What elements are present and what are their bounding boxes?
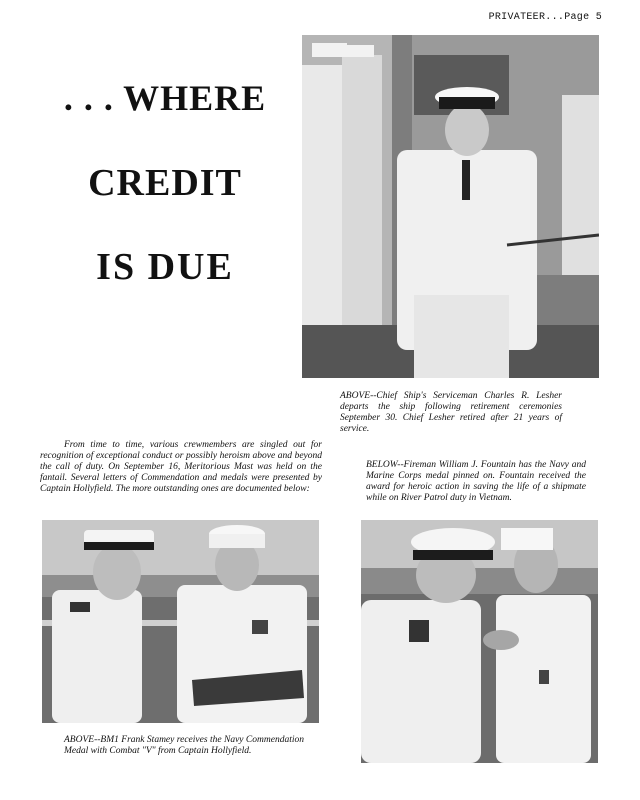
- caption-bottom-left: ABOVE--BM1 Frank Stamey receives the Navy Commendation Medal with Combat "V" from Captain Hollyfield.: [64, 735, 304, 756]
- page-header: PRIVATEER...Page 5: [488, 12, 602, 23]
- intro-paragraph: From time to time, various crewmembers are singled out for recognition of exceptional conduct or possibly heroism above and beyond the call of duty. On September 16, Meritorious Mast was held on the fantail. Several letters of Commendation and medals were presented by Captain Hollyfield. The more outstanding ones are documented below:: [40, 440, 322, 494]
- caption-top-right: ABOVE--Chief Ship's Serviceman Charles R. Lesher departs the ship following retirement ceremonies September 30. Chief Lesher retired after 21 years of service.: [340, 391, 562, 434]
- caption-middle-right: BELOW--Fireman William J. Fountain has the Navy and Marine Corps medal pinned on. Fountain received the award for heroic action in saving the life of a shipmate while on River Patrol duty in Vietnam.: [366, 460, 586, 503]
- headline-line-3: IS DUE: [96, 246, 234, 288]
- commendation-medal-photo: [42, 520, 319, 723]
- medal-pinning-photo: [361, 520, 598, 763]
- headline-line-2: CREDIT: [88, 162, 242, 204]
- headline-line-1: . . . WHERE: [63, 78, 267, 118]
- retirement-ceremony-photo: [302, 35, 599, 378]
